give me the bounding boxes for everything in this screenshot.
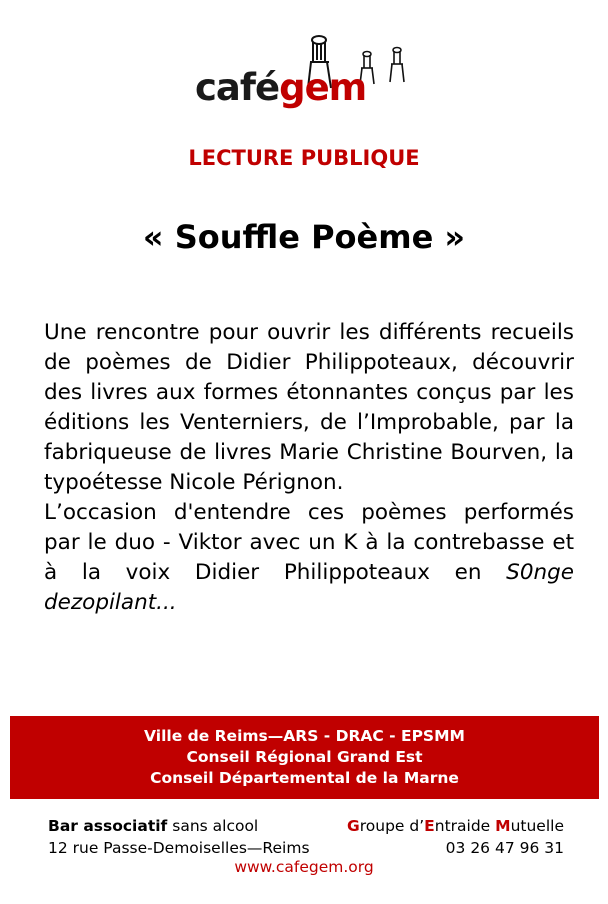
gem-name (347, 815, 564, 837)
sponsor-line: Conseil Régional Grand Est (186, 748, 423, 766)
cafegem-logo (195, 30, 415, 108)
footer-row-1 (48, 815, 564, 837)
performance-name: S0nge dezopilant... (44, 560, 574, 615)
event-title: « Souffle Poème » (142, 218, 466, 256)
gem-word-3: utuelle (510, 817, 564, 835)
gem-letter-g: G (347, 817, 360, 835)
gem-letter-m: M (495, 817, 511, 835)
footer-row-2 (48, 837, 564, 859)
bar-description (48, 815, 258, 837)
event-description (44, 318, 574, 618)
gem-word-2: ntraide (434, 817, 496, 835)
logo-cafe-text: café (195, 66, 280, 109)
logo-wordmark (195, 66, 367, 109)
website-link[interactable]: www.cafegem.org (234, 858, 374, 876)
description-paragraph-1: Une rencontre pour ouvrir les différents recueils de poèmes de Didier Philippoteaux, découvrir des livres aux formes étonnantes conçus par les éditions les Venterniers, de l’Improbable, par la fabriqueuse de livres Marie Christine Bourven, la typoétesse Nicole Pérignon. (44, 320, 574, 495)
logo-gem-text: gem (279, 66, 367, 109)
phone-number[interactable]: 03 26 47 96 31 (445, 839, 564, 857)
description-paragraph-2-text: L’occasion d'entendre ces poèmes performés par le duo - Viktor avec un K à la contrebasse et à la voix Didier Philippoteaux en (44, 500, 574, 585)
address: 12 rue Passe-Demoiselles—Reims (48, 839, 310, 857)
sponsors-banner (10, 716, 599, 799)
bar-associatif-label: Bar associatif (48, 817, 168, 835)
sponsor-line: Ville de Reims—ARS - DRAC - EPSMM (144, 727, 465, 745)
gem-word-1: roupe d’ (359, 817, 425, 835)
gem-letter-e: E (424, 817, 435, 835)
footer (48, 815, 564, 859)
description-paragraph-2 (44, 498, 574, 618)
sponsor-line: Conseil Départemental de la Marne (150, 769, 459, 787)
event-type-heading: LECTURE PUBLIQUE (188, 146, 420, 170)
bar-sans-alcool: sans alcool (167, 817, 259, 835)
